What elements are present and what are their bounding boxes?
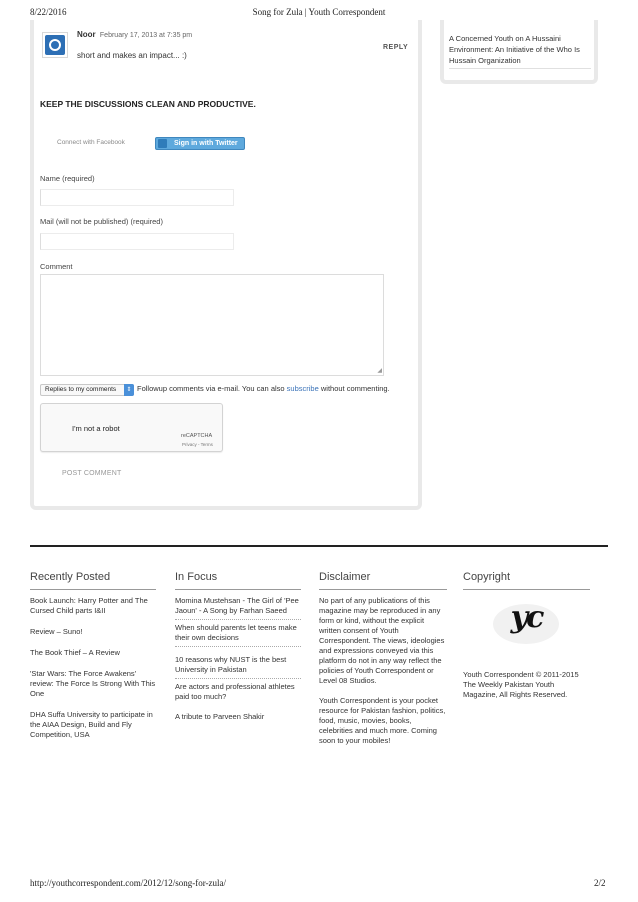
print-page-number: 2/2 (594, 878, 606, 888)
subscribe-note (137, 384, 390, 393)
subscribe-text-before: Followup comments via e-mail. You can also (137, 384, 285, 393)
in-focus-divider (175, 619, 301, 620)
commenter-avatar (42, 32, 68, 58)
disclaimer-rule (319, 589, 447, 590)
recent-post-link[interactable]: Book Launch: Harry Potter and The Cursed Child parts I&II (30, 596, 148, 615)
subscribe-select[interactable] (40, 384, 134, 396)
in-focus-link[interactable]: 10 reasons why NUST is the best University in Pakistan (175, 655, 287, 674)
in-focus-link[interactable]: When should parents let teens make their own decisions (175, 623, 297, 642)
about-paragraph: Youth Correspondent is your pocket resource for Pakistan fashion, politics, food, music, movies, books, celebrities and much more. Coming soon to your mobiles! (319, 696, 446, 745)
recent-post-link[interactable]: 'Star Wars: The Force Awakens' review: The Force Is Strong With This One (30, 669, 156, 698)
comment-text: short and makes an impact... :) (77, 51, 187, 60)
twitter-bird-icon (158, 139, 167, 148)
footer-in-focus (175, 571, 301, 722)
recent-post-link[interactable]: DHA Suffa University to participate in the AIAA Design, Build and Fly Competition, USA (30, 710, 153, 739)
post-comment-button[interactable]: POST COMMENT (62, 470, 122, 477)
comment-meta (77, 30, 192, 39)
recaptcha-label[interactable]: I'm not a robot (72, 424, 120, 433)
copyright-title: Copyright (463, 571, 511, 583)
recent-post-link[interactable]: The Book Thief – A Review (30, 648, 120, 657)
copyright-rule (463, 589, 590, 590)
recently-posted-title: Recently Posted (30, 571, 111, 583)
twitter-button-label: Sign in with Twitter (174, 140, 238, 147)
footer-top-rule (30, 545, 608, 547)
sidebar-comment-author[interactable]: A Concerned Youth (449, 34, 514, 43)
recaptcha-widget (40, 403, 223, 452)
form-heading: KEEP THE DISCUSSIONS CLEAN AND PRODUCTIVE. (40, 99, 256, 109)
in-focus-link[interactable]: A tribute to Parveen Shakir (175, 712, 265, 721)
in-focus-rule (175, 589, 301, 590)
recaptcha-terms-link[interactable]: Privacy - Terms (182, 442, 213, 447)
name-field[interactable] (40, 189, 234, 206)
select-arrows-icon: ⇕ (124, 384, 134, 396)
facebook-connect-button[interactable]: Connect with Facebook (57, 139, 125, 146)
sidebar-comment-entry (449, 33, 592, 66)
footer-copyright (463, 571, 590, 700)
recent-post-link[interactable]: Review – Suno! (30, 627, 83, 636)
footer-disclaimer (319, 571, 447, 746)
copyright-text: Youth Correspondent © 2011-2015 The Weekly Pakistan Youth Magazine, All Rights Reserved. (463, 670, 579, 699)
twitter-signin-button[interactable] (155, 137, 245, 150)
mail-label: Mail (will not be published) (required) (40, 217, 163, 226)
resize-handle-icon[interactable]: ◢ (377, 368, 382, 374)
comment-textarea[interactable] (40, 274, 384, 376)
footer-recently-posted (30, 571, 156, 740)
subscribe-select-value: Replies to my comments (45, 386, 117, 393)
disclaimer-title: Disclaimer (319, 571, 371, 583)
recaptcha-brand: reCAPTCHA (181, 433, 213, 439)
in-focus-title: In Focus (175, 571, 218, 583)
sidebar-comment-post-link[interactable]: A Hussaini Environment: An Initiative of the Who Is Hussain Organization (449, 34, 580, 65)
reply-link[interactable]: REPLY (383, 44, 409, 51)
comment-label: Comment (40, 262, 73, 271)
print-date: 8/22/2016 (30, 7, 67, 17)
recently-posted-rule (30, 589, 156, 590)
sidebar-divider (449, 68, 591, 69)
comment-author[interactable]: Noor (77, 30, 96, 39)
disclaimer-paragraph: No part of any publications of this magazine may be reproduced in any form or kind, without the explicit written consent of Youth Correspondent. The views, ideologies and expressions conveyed via this platform do not in any way reflect the policies of Youth Correspondent or Level 08 Studios. (319, 596, 445, 685)
in-focus-divider (175, 646, 301, 647)
print-url: http://youthcorrespondent.com/2012/12/song-for-zula/ (30, 878, 227, 888)
sidebar-on-word: on (515, 34, 524, 43)
comment-date[interactable]: February 17, 2013 at 7:35 pm (99, 32, 193, 39)
logo-mark: yc (510, 600, 543, 635)
in-focus-divider (175, 678, 301, 679)
mail-field[interactable] (40, 233, 234, 250)
in-focus-link[interactable]: Are actors and professional athletes paid too much? (175, 682, 295, 701)
print-page-title: Song for Zula | Youth Correspondent (252, 7, 386, 17)
subscribe-text-after: without commenting. (320, 384, 390, 393)
subscribe-link[interactable]: subscribe (286, 384, 319, 393)
in-focus-link[interactable]: Momina Mustehsan - The Girl of 'Pee Jaoun' - A Song by Farhan Saeed (175, 596, 299, 615)
name-label: Name (required) (40, 174, 95, 183)
site-logo (463, 598, 590, 658)
